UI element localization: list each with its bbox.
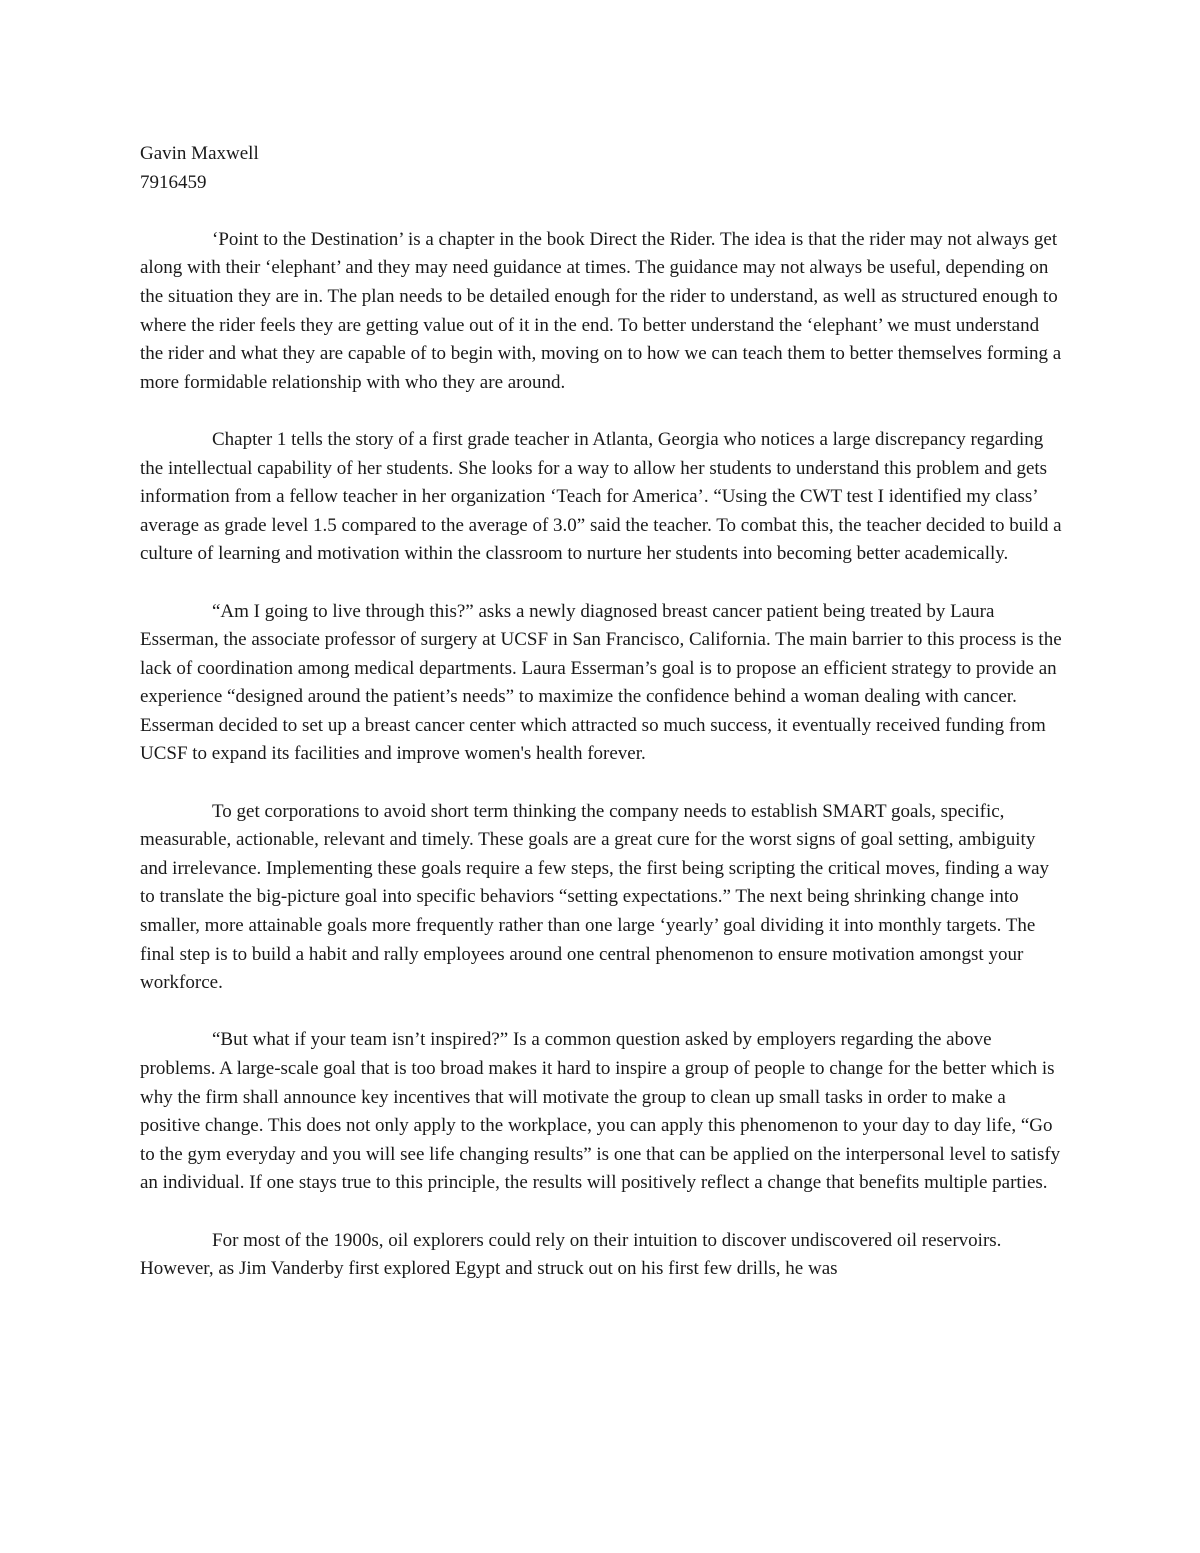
paragraph-3: “Am I going to live through this?” asks a newly diagnosed breast cancer patient being treated by Laura Esserman, the associate professor of surgery at UCSF in San Francisco, California. The main barrier to this process is the lack of coordination among medical departments. Laura Esserman’s goal is to propose an efficient strategy to provide an experience “designed around the patient’s needs” to maximize the confidence behind a woman dealing with cancer. Esserman decided to set up a breast cancer center which attracted so much success, it eventually received funding from UCSF to expand its facilities and improve women's health forever. <box>140 600 1062 765</box>
paragraph-6: For most of the 1900s, oil explorers could rely on their intuition to discover undiscovered oil reservoirs. However, as Jim Vanderby first explored Egypt and struck out on his first few drills, he was <box>140 1229 1002 1280</box>
paragraph-5: “But what if your team isn’t inspired?” Is a common question asked by employers regarding the above problems. A large-scale goal that is too broad makes it hard to inspire a group of people to change for the better which is why the firm shall announce key incentives that will motivate the group to clean up small tasks in order to make a positive change. This does not only apply to the workplace, you can apply this phenomenon to your day to day life, “Go to the gym everyday and you will see life changing results” is one that can be applied on the interpersonal level to satisfy an individual. If one stays true to this principle, the results will positively reflect a change that benefits multiple parties. <box>140 1029 1061 1194</box>
paragraph-1: ‘Point to the Destination’ is a chapter in the book Direct the Rider. The idea is that the rider may not always get along with their ‘elephant’ and they may need guidance at times. The guidance may not always be useful, depending on the situation they are in. The plan needs to be detailed enough for the rider to understand, as well as structured enough to where the rider feels they are getting value out of it in the end. To better understand the ‘elephant’ we must understand the rider and what they are capable of to begin with, moving on to how we can teach them to better themselves forming a more formidable relationship with who they are around. <box>140 228 1062 393</box>
author-name: Gavin Maxwell <box>140 143 259 164</box>
paragraph-4: To get corporations to avoid short term thinking the company needs to establish SMART goals, specific, measurable, actionable, relevant and timely. These goals are a great cure for the worst signs of goal setting, ambiguity and irrelevance. Implementing these goals require a few steps, the first being scripting the critical moves, finding a way to translate the big-picture goal into specific behaviors “setting expectations.” The next being shrinking change into smaller, more attainable goals more frequently rather than one large ‘yearly’ goal dividing it into monthly targets. The final step is to build a habit and rally employees around one central phenomenon to ensure motivation amongst your workforce. <box>140 800 1050 994</box>
student-id: 7916459 <box>140 171 207 193</box>
paragraph-2: Chapter 1 tells the story of a first grade teacher in Atlanta, Georgia who notices a large discrepancy regarding the intellectual capability of her students. She looks for a way to allow her students to understand this problem and gets information from a fellow teacher in her organization ‘Teach for America’. “Using the CWT test I identified my class’ average as grade level 1.5 compared to the average of 3.0” said the teacher. To combat this, the teacher decided to build a culture of learning and motivation within the classroom to nurture her students into becoming better academically. <box>140 428 1062 565</box>
document-body <box>140 140 1062 1284</box>
